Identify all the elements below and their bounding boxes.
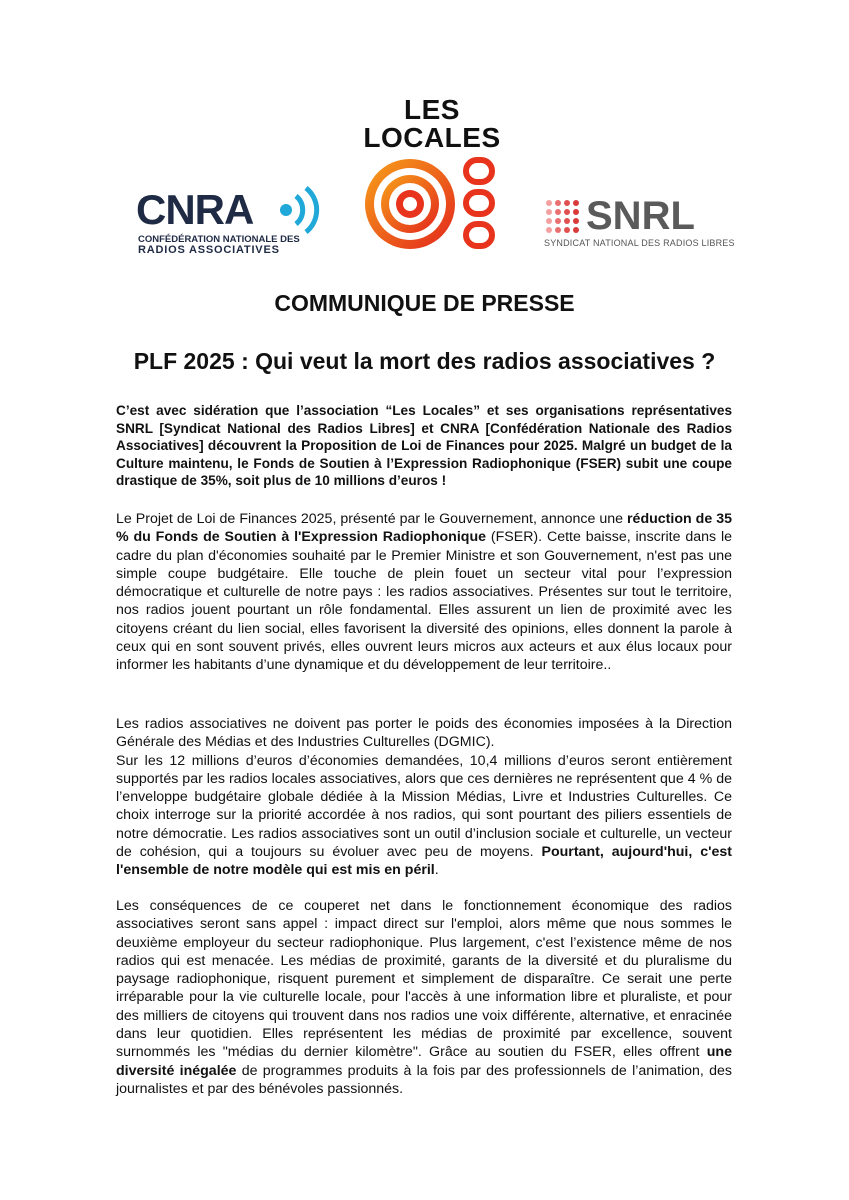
- cnra-wordmark: CNRA: [136, 186, 254, 233]
- paragraph-2-text-c: .: [434, 862, 439, 879]
- radio-waves-icon: [272, 184, 332, 236]
- paragraph-3: [116, 897, 732, 1098]
- dot-grid-icon: [544, 198, 584, 236]
- paragraph-2-line1: Les radios associatives ne doivent pas porter le poids des économies imposées à la Direction Générale des Médias et des Industries Culturelles (DGMIC).: [116, 716, 732, 751]
- cnra-logo: [136, 178, 336, 268]
- intro-paragraph: C’est avec sidération que l’association “Les Locales” et ses organisations représentatives SNRL [Syndicat National des Radios Libres] et CNRA [Confédération Nationale des Radios Associatives] découvrent la Proposition de Loi de Finances pour 2025. Malgré un budget de la Culture maintenu, le Fonds de Soutien à l’Expression Radiophonique (FSER) subit une coupe drastique de 35%, soit plus de 10 millions d’euros !: [116, 403, 732, 489]
- paragraph-3-emphasis: une diversité inégalée: [116, 1044, 732, 1079]
- snrl-wordmark: SNRL: [586, 194, 695, 238]
- logo-header: [0, 0, 849, 270]
- paragraph-2: [116, 715, 732, 880]
- les-locales-line2: LOCALES: [363, 122, 501, 153]
- snrl-logo: [544, 196, 734, 256]
- snrl-subtitle: SYNDICAT NATIONAL DES RADIOS LIBRES: [544, 238, 735, 248]
- les-locales-line1: LES: [404, 94, 460, 125]
- page-subtitle: PLF 2025 : Qui veut la mort des radios associatives ?: [133, 348, 716, 374]
- broadcast-target-icon: [362, 156, 502, 251]
- paragraph-1-emphasis: réduction de 35 % du Fonds de Soutien à l'Expression Radiophonique: [116, 511, 732, 546]
- paragraph-2-text-a: Sur les 12 millions d’euros d’économies demandées, 10,4 millions d’euros seront entièrement supportés par les radios locales associatives, alors que ces dernières ne représentent que 4 % de l’enveloppe budgétaire globale dédiée à la Mission Médias, Livre et Industries Culturelles. Ce choix interroge sur la priorité accordée à nos radios, qui sont pourtant des piliers essentiels de notre démocratie. Les radios associatives sont un outil d’inclusion sociale et culturelle, un vecteur de cohésion, qui a toujours su évoluer avec peu de moyens.: [116, 752, 732, 861]
- paragraph-2-emphasis: Pourtant, aujourd'hui, c'est l'ensemble de notre modèle qui est mis en péril: [116, 844, 733, 879]
- paragraph-1-text-a: Le Projet de Loi de Finances 2025, présenté par le Gouvernement, annonce une: [116, 511, 628, 527]
- cnra-subtitle-line1: CONFÉDÉRATION NATIONALE DES: [138, 234, 300, 245]
- paragraph-3-text-c: de programmes produits à la fois par des professionnels de l’animation, des journalistes et par des bénévoles passionnés.: [116, 1062, 732, 1097]
- paragraph-3-text-a: Les conséquences de ce couperet net dans le fonctionnement économique des radios associatives seront sans appel : impact direct sur l'emploi, alors même que nous sommes le deuxième employeur du secteur radiophonique. Plus largement, c'est l’existence même de nos radios qui est menacée. Les médias de proximité, garants de la diversité et du pluralisme du paysage radiophonique, risquent purement et simplement de disparaître. Ce serait une perte irréparable pour la vie culturelle locale, pour l'accès à une information libre et pluraliste, et pour des milliers de citoyens qui trouvent dans nos radios une voix différente, alternative, et enracinée dans leur quotidien. Elles représentent les médias de proximité par excellence, souvent surnommés les "médias du dernier kilomètre". Grâce au soutien du FSER, elles offrent: [116, 898, 732, 1061]
- paragraph-1-text-c: (FSER). Cette baisse, inscrite dans le cadre du plan d'économies souhaité par le Premier Ministre et son Gouvernement, n'est pas une simple coupe budgétaire. Elle touche de plein fouet un secteur vital pour l’expression démocratique et culturelle de notre pays : les radios associatives. Présentes sur tout le territoire, nos radios jouent pourtant un rôle fondamental. Elles assurent un lien de proximité avec les citoyens créant du lien social, elles favorisent la diversité des opinions, elles donnent la parole à ceux qui en sont souvent privés, elles ouvrent leurs micros aux acteurs et aux élus locaux pour informer les habitants d’une dynamique et du développement de leur territoire..: [116, 529, 732, 674]
- page-title: COMMUNIQUE DE PRESSE: [274, 290, 575, 316]
- cnra-subtitle: [138, 234, 300, 256]
- les-locales-logo: [362, 96, 502, 256]
- cnra-subtitle-line2: RADIOS ASSOCIATIVES: [138, 244, 280, 256]
- paragraph-1: [116, 510, 732, 675]
